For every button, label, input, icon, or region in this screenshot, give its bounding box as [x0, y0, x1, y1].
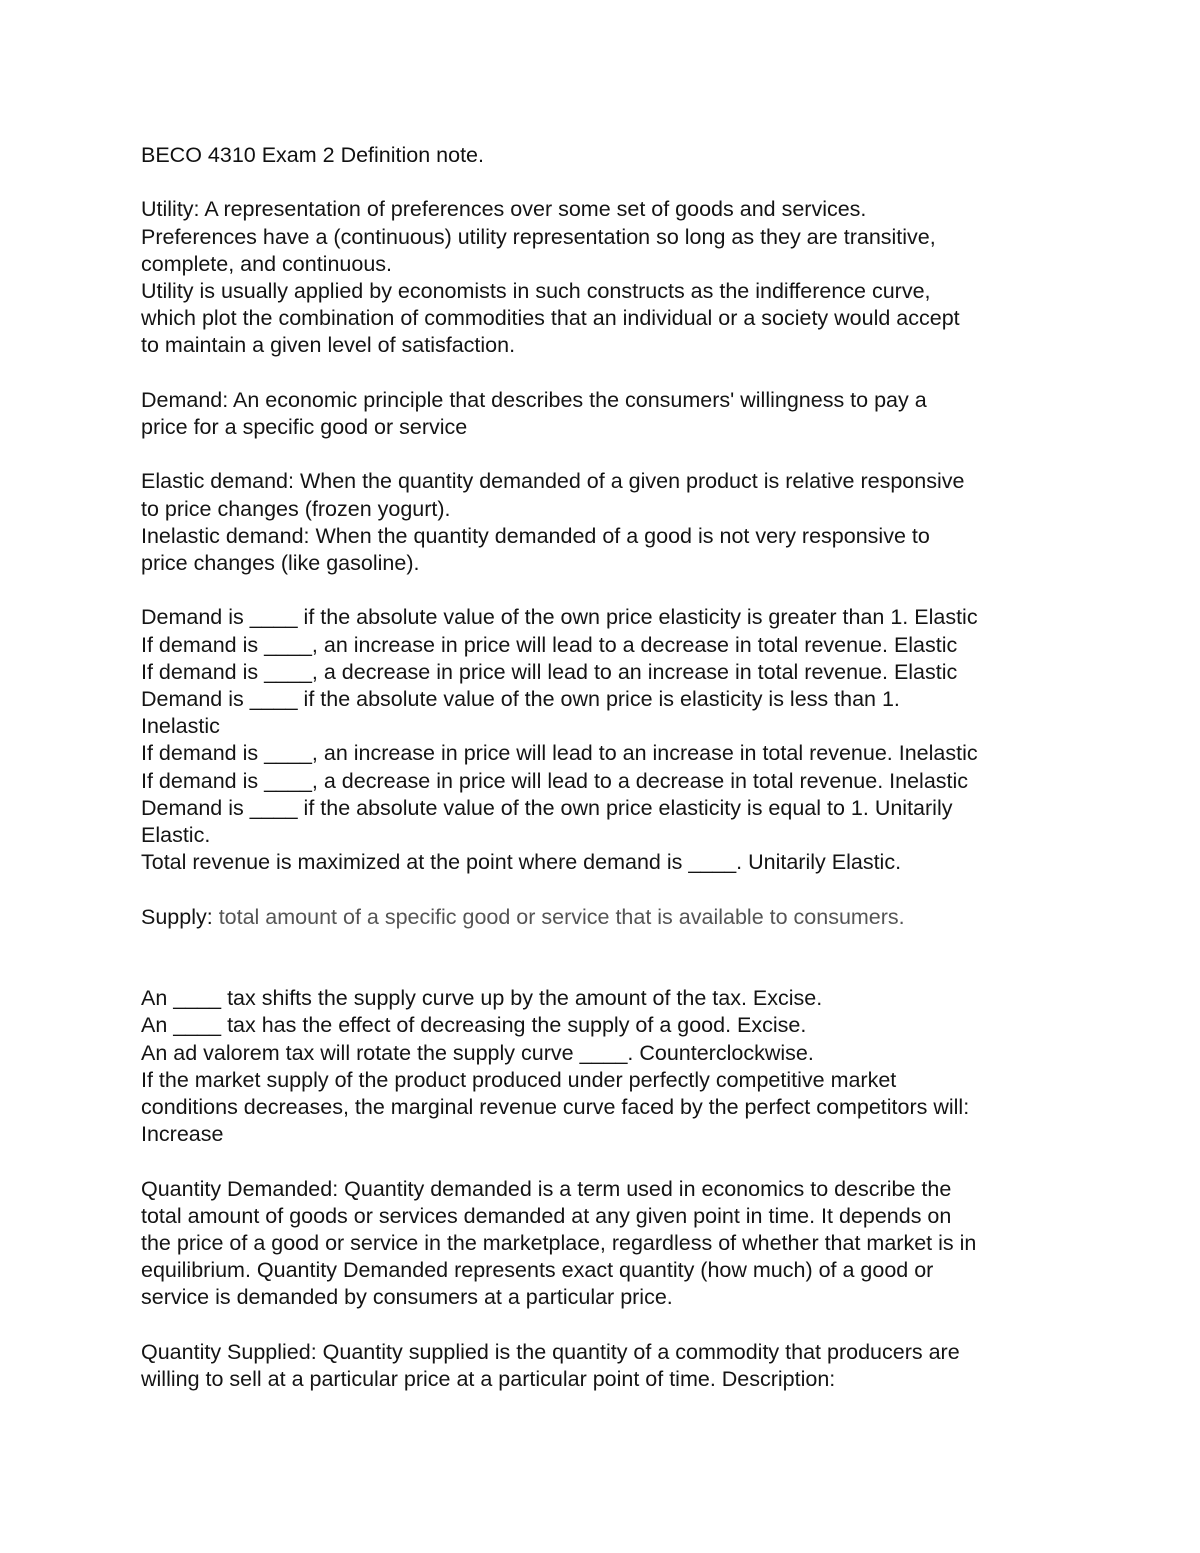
text-line: Quantity Supplied: Quantity supplied is the quantity of a commodity that producers are: [141, 1339, 960, 1364]
text-line: to maintain a given level of satisfaction.: [141, 333, 516, 358]
paragraph-spacer: [141, 1148, 1071, 1175]
text-line: Increase: [141, 1122, 224, 1147]
text-line: If demand is ____, an increase in price will lead to an increase in total revenue. Inelastic: [141, 741, 978, 766]
text-line: Utility is usually applied by economists in such constructs as the indifference curve,: [141, 279, 931, 303]
text-line: which plot the combination of commodities that an individual or a society would accept: [141, 306, 960, 331]
text-line: Inelastic: [141, 714, 220, 739]
text-line: the price of a good or service in the marketplace, regardless of whether that market is in: [141, 1231, 977, 1256]
text-line: willing to sell at a particular price at a particular point of time. Description:: [141, 1367, 836, 1392]
paragraph-spacer: [141, 577, 1071, 604]
elasticity-paragraph: [141, 468, 1071, 577]
text-line: conditions decreases, the marginal revenue curve faced by the perfect competitors will:: [141, 1095, 970, 1120]
text-line: An ad valorem tax will rotate the supply curve ____. Counterclockwise.: [141, 1040, 814, 1065]
text-line: Inelastic demand: When the quantity demanded of a good is not very responsive to: [141, 523, 930, 548]
text-line: service is demanded by consumers at a particular price.: [141, 1285, 673, 1310]
text-line: Demand is ____ if the absolute value of the own price elasticity is greater than 1. Elastic: [141, 605, 978, 630]
text-line: Demand is ____ if the absolute value of the own price is elasticity is less than 1.: [141, 687, 900, 711]
text-line: If demand is ____, an increase in price will lead to a decrease in total revenue. Elastic: [141, 632, 958, 657]
text-line: Utility: A representation of preferences over some set of goods and services.: [141, 197, 867, 222]
text-line: Elastic demand: When the quantity demanded of a given product is relative responsive: [141, 469, 965, 494]
text-line: equilibrium. Quantity Demanded represents exact quantity (how much) of a good or: [141, 1258, 934, 1283]
paragraph-spacer: [141, 441, 1071, 468]
text-line: price changes (like gasoline).: [141, 551, 420, 575]
text-line: price for a specific good or service: [141, 415, 468, 439]
utility-paragraph: [141, 196, 1071, 359]
quantity-demanded-paragraph: [141, 1176, 1071, 1312]
text-line: [141, 904, 1071, 931]
text-line: An ____ tax has the effect of decreasing the supply of a good. Excise.: [141, 1013, 807, 1038]
document-title: BECO 4310 Exam 2 Definition note.: [141, 143, 484, 167]
text-line: Total revenue is maximized at the point where demand is ____. Unitarily Elastic.: [141, 850, 902, 875]
tax-questions-paragraph: [141, 985, 1071, 1148]
text-line: If the market supply of the product produced under perfectly competitive market: [141, 1067, 897, 1092]
text-line: Preferences have a (continuous) utility representation so long as they are transitive,: [141, 224, 936, 249]
text-line: An ____ tax shifts the supply curve up by the amount of the tax. Excise.: [141, 986, 823, 1011]
supply-label: Supply:: [141, 904, 219, 929]
text-line: If demand is ____, a decrease in price will lead to an increase in total revenue. Elastic: [141, 659, 958, 684]
demand-paragraph: [141, 387, 1071, 441]
text-line: Demand: An economic principle that describes the consumers' willingness to pay a: [141, 387, 927, 412]
paragraph-spacer: [141, 876, 1071, 903]
paragraph-spacer: [141, 931, 1071, 985]
text-line: If demand is ____, a decrease in price will lead to a decrease in total revenue. Inelastic: [141, 768, 969, 793]
quantity-supplied-paragraph: [141, 1339, 1071, 1393]
text-line: complete, and continuous.: [141, 251, 392, 276]
text-line: to price changes (frozen yogurt).: [141, 496, 451, 521]
elasticity-questions-paragraph: [141, 604, 1071, 876]
document-body: [141, 142, 1071, 1393]
supply-definition: total amount of a specific good or service that is available to consumers.: [218, 904, 905, 929]
text-line: Demand is ____ if the absolute value of the own price elasticity is equal to 1. Unitarily: [141, 795, 953, 820]
text-line: Quantity Demanded: Quantity demanded is a term used in economics to describe the: [141, 1176, 952, 1201]
paragraph-spacer: [141, 169, 1071, 196]
text-line: Elastic.: [141, 823, 211, 848]
supply-paragraph: [141, 904, 1071, 931]
text-line: total amount of goods or services demanded at any given point in time. It depends on: [141, 1203, 952, 1228]
paragraph-spacer: [141, 1312, 1071, 1339]
paragraph-spacer: [141, 360, 1071, 387]
